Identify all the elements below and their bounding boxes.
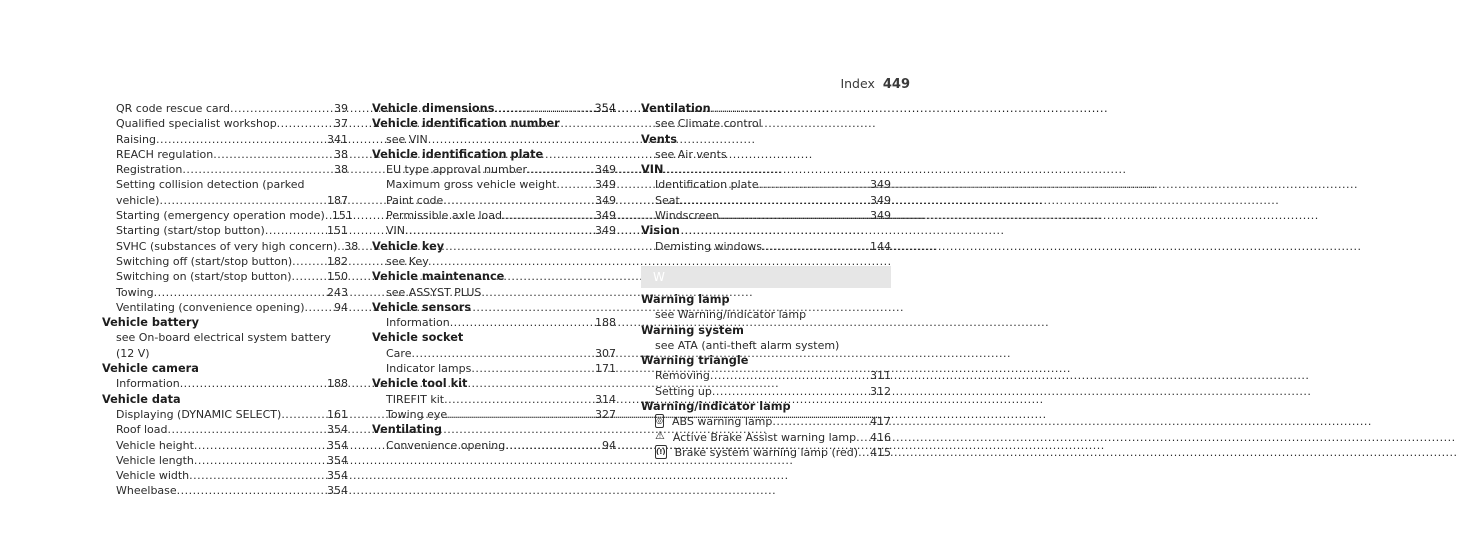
index-heading-text: Vehicle identification number <box>372 117 560 131</box>
index-subentry-text: Switching off (start/stop button) <box>116 254 293 268</box>
index-subentry-text: Care <box>386 346 412 360</box>
leader-dots <box>527 162 592 177</box>
index-subentry-text: EU type approval number <box>386 163 528 177</box>
page-ref: 151 <box>331 209 353 223</box>
index-subentry-text: TIREFIT kit <box>386 392 445 406</box>
index-subentry-text: Seat <box>655 193 680 207</box>
leader-dots <box>281 407 324 422</box>
index-subentry-text: Towing eye <box>386 407 448 421</box>
index-subentry-text: Vehicle length <box>116 453 194 467</box>
leader-dots <box>772 414 867 429</box>
index-subentry[interactable] <box>372 407 616 422</box>
index-subentry-text: see Climate control <box>655 117 762 131</box>
index-heading-text: Vehicle socket <box>372 331 464 345</box>
index-column-2 <box>372 101 616 453</box>
leader-dots <box>230 101 331 116</box>
page-ref: 341 <box>327 132 348 146</box>
page-ref: 354 <box>327 438 348 452</box>
index-subentry[interactable] <box>102 269 348 284</box>
leader-dots <box>758 177 867 192</box>
leader-dots <box>411 346 592 361</box>
leader-dots <box>858 445 867 460</box>
leader-dots <box>444 392 592 407</box>
leader-dots <box>194 438 324 453</box>
index-subentry-text: Registration <box>116 163 183 177</box>
index-heading[interactable] <box>641 223 891 238</box>
index-subentry[interactable] <box>641 177 891 192</box>
index-subentry[interactable] <box>102 116 348 131</box>
index-subentry-text: see Air vents <box>655 147 727 161</box>
index-subentry[interactable] <box>102 147 348 162</box>
leader-dots <box>710 368 867 383</box>
index-heading-text: Warning lamp <box>641 292 730 306</box>
page-ref: 94 <box>602 438 616 452</box>
index-heading[interactable] <box>372 101 616 116</box>
page-ref: 161 <box>327 407 348 421</box>
page-ref: 327 <box>595 407 616 421</box>
index-heading[interactable] <box>641 323 891 338</box>
abs-warning-icon <box>655 414 664 428</box>
index-heading[interactable] <box>641 353 891 368</box>
index-subentry-text: Setting up <box>655 384 712 398</box>
page-ref: 94 <box>334 300 348 314</box>
leader-dots <box>213 147 331 162</box>
index-subentry-text: Vehicle height <box>116 438 194 452</box>
leader-dots <box>189 468 324 483</box>
index-heading-text: Vehicle maintenance <box>372 270 505 284</box>
leader-dots <box>450 315 592 330</box>
index-subentry[interactable] <box>372 392 616 407</box>
index-heading[interactable] <box>372 239 616 254</box>
index-subentry[interactable] <box>102 132 348 147</box>
index-subentry[interactable] <box>641 430 891 445</box>
index-subentry-text: Identification plate <box>655 178 759 192</box>
index-letter-heading: W <box>641 266 891 288</box>
index-subentry-text: Removing <box>655 369 710 383</box>
index-heading[interactable] <box>641 162 891 177</box>
index-subentry[interactable] <box>102 223 348 238</box>
index-subentry[interactable] <box>372 346 616 361</box>
leader-dots <box>856 430 867 445</box>
page-ref: 354 <box>327 484 348 498</box>
page-ref: 188 <box>327 377 348 391</box>
page-ref: 349 <box>595 178 616 192</box>
index-heading[interactable] <box>102 361 348 376</box>
index-subentry-text: Maximum gross vehicle weight <box>386 178 557 192</box>
leader-dots <box>719 208 867 223</box>
index-subentry[interactable] <box>102 101 348 116</box>
index-subentry-text: VIN <box>386 224 405 238</box>
page-ref: 37 <box>334 117 348 131</box>
index-heading[interactable] <box>102 315 348 330</box>
leader-dots <box>447 407 592 422</box>
index-subentry[interactable] <box>641 445 891 460</box>
index-subentry-text: Setting collision detection (parked <box>116 178 305 192</box>
page-ref: 39 <box>334 102 348 115</box>
index-subentry[interactable] <box>102 483 348 498</box>
index-heading-text: Vehicle dimensions <box>372 102 495 115</box>
leader-dots <box>494 101 591 116</box>
page-ref: 349 <box>595 193 616 207</box>
index-heading-text: Warning system <box>641 323 744 337</box>
index-see-reference[interactable] <box>102 177 348 192</box>
index-subentry-text: Towing <box>116 285 154 299</box>
index-subentry-text: Windscreen <box>655 209 720 223</box>
index-heading[interactable] <box>372 147 616 162</box>
page-ref: 354 <box>594 102 616 115</box>
index-subentry-text: see On-board electrical system battery (12 V) <box>116 331 331 360</box>
index-see-reference[interactable] <box>102 330 348 361</box>
index-subentry[interactable] <box>641 384 891 399</box>
index-subentry[interactable] <box>102 300 348 315</box>
page-ref: 187 <box>327 193 348 207</box>
page-ref: 182 <box>327 254 348 268</box>
page-ref: 38 <box>334 147 348 161</box>
index-subentry-text: Wheelbase <box>116 484 177 498</box>
index-see-reference[interactable] <box>641 147 891 162</box>
page-ref: 349 <box>870 193 891 207</box>
index-heading[interactable] <box>372 422 616 437</box>
index-column-3 <box>641 101 891 460</box>
index-heading-text: Vehicle key <box>372 239 445 253</box>
index-heading-text: VIN <box>641 163 664 177</box>
index-subentry[interactable] <box>372 315 616 330</box>
index-subentry-text: Vehicle width <box>116 469 190 483</box>
index-subentry[interactable] <box>641 414 891 429</box>
index-subentry[interactable] <box>102 285 348 300</box>
page-ref: 415 <box>870 445 891 459</box>
index-subentry-text: SVHC (substances of very high concern) <box>116 239 338 253</box>
page-ref: 417 <box>870 415 891 429</box>
index-subentry-text: Switching on (start/stop button) <box>116 270 292 284</box>
index-subentry[interactable] <box>641 368 891 383</box>
index-heading-text: Vehicle data <box>102 392 181 406</box>
index-subentry-text: Roof load <box>116 423 168 437</box>
index-heading-text: Vehicle tool kit <box>372 377 468 391</box>
page-ref: 188 <box>595 316 616 330</box>
leader-dots <box>762 239 867 254</box>
page-ref: 151 <box>327 224 348 238</box>
index-heading[interactable] <box>102 392 348 407</box>
page-ref: 311 <box>870 369 891 383</box>
index-subentry-text: Ventilating (convenience opening) <box>116 300 305 314</box>
leader-dots <box>168 422 325 437</box>
index-subentry[interactable] <box>372 223 616 238</box>
index-subentry[interactable] <box>102 208 353 223</box>
index-subentry[interactable] <box>102 239 359 254</box>
page-ref: 144 <box>870 239 891 253</box>
index-subentry[interactable] <box>372 177 616 192</box>
index-subentry[interactable] <box>641 193 891 208</box>
index-see-reference[interactable] <box>641 116 891 131</box>
index-subentry[interactable] <box>641 239 891 254</box>
index-subentry[interactable] <box>641 208 891 223</box>
leader-dots <box>305 300 331 315</box>
index-subentry-text: Active Brake Assist warning lamp <box>672 430 857 444</box>
leader-dots <box>405 223 592 238</box>
leader-dots <box>471 361 592 376</box>
leader-dots <box>177 483 324 498</box>
page-ref: 38 <box>334 163 348 177</box>
page-ref: 354 <box>327 453 348 467</box>
index-subentry-text: Qualified specialist workshop <box>116 117 277 131</box>
index-heading-text: Vehicle camera <box>102 362 199 376</box>
page-header <box>840 76 910 92</box>
leader-dots <box>712 384 867 399</box>
index-heading[interactable] <box>641 292 891 307</box>
leader-dots <box>292 254 324 269</box>
page-ref: 150 <box>327 270 348 284</box>
index-heading[interactable] <box>372 300 616 315</box>
index-see-reference[interactable] <box>372 254 616 269</box>
index-subentry[interactable] <box>372 208 616 223</box>
index-heading-text: Ventilation <box>641 102 711 115</box>
leader-dots <box>159 193 324 208</box>
index-column-1 <box>102 101 359 499</box>
index-subentry-text: vehicle) <box>116 193 160 207</box>
index-subentry[interactable] <box>372 162 616 177</box>
index-heading[interactable] <box>641 399 891 414</box>
index-heading[interactable] <box>641 101 891 116</box>
leader-dots <box>182 162 331 177</box>
leader-dots <box>194 453 324 468</box>
index-subentry-text: see ASSYST PLUS <box>386 285 482 299</box>
index-see-reference[interactable] <box>641 338 891 353</box>
page-ref: 314 <box>595 392 616 406</box>
index-heading-text: Warning/indicator lamp <box>641 400 791 414</box>
index-heading-text: Vehicle sensors <box>372 300 472 314</box>
index-subentry-text: Starting (emergency operation mode) <box>116 209 325 223</box>
page-ref: 349 <box>595 224 616 238</box>
index-subentry[interactable] <box>102 438 348 453</box>
page-ref: 243 <box>327 285 348 299</box>
brake-system-warning-icon <box>655 445 667 459</box>
page-ref: 38 <box>344 239 359 253</box>
index-heading[interactable] <box>372 269 616 284</box>
index-subentry-text: Raising <box>116 132 156 146</box>
page-ref: 312 <box>870 384 891 398</box>
index-subentry-text: Indicator lamps <box>386 362 472 376</box>
page-ref: 354 <box>327 423 348 437</box>
index-subentry-text: Permissible axle load <box>386 209 503 223</box>
page-ref: 349 <box>595 163 616 177</box>
page-ref: 416 <box>870 430 891 444</box>
page-ref: 354 <box>327 469 348 483</box>
index-subentry-text: Paint code <box>386 193 444 207</box>
leader-dots <box>180 376 324 391</box>
leader-dots <box>443 193 592 208</box>
index-subentry[interactable] <box>102 407 348 422</box>
index-subentry-text: see Warning/indicator lamp <box>655 308 807 322</box>
index-subentry-text: see ATA (anti-theft alarm system) <box>655 338 840 352</box>
index-subentry[interactable] <box>102 193 348 208</box>
page-number: 449 <box>882 77 910 92</box>
leader-dots <box>156 132 324 147</box>
index-subentry[interactable] <box>372 193 616 208</box>
index-subentry-text: see VIN <box>386 132 428 146</box>
index-subentry-text: Brake system warning lamp (red) <box>674 445 859 459</box>
leader-dots <box>505 438 599 453</box>
index-subentry[interactable] <box>102 453 348 468</box>
index-heading[interactable] <box>372 116 616 131</box>
index-subentry-text: Convenience opening <box>386 438 506 452</box>
index-see-reference[interactable] <box>372 285 616 300</box>
index-heading-text: Warning triangle <box>641 354 749 368</box>
index-heading-text: Vents <box>641 132 677 146</box>
page-ref: 307 <box>595 346 616 360</box>
index-subentry-text: QR code rescue card <box>116 102 230 115</box>
index-subentry[interactable] <box>372 438 616 453</box>
index-see-reference[interactable] <box>641 307 891 322</box>
leader-dots <box>277 116 331 131</box>
page-ref: 349 <box>870 209 891 223</box>
index-heading-text: Ventilating <box>372 423 442 437</box>
index-subentry-text: Displaying (DYNAMIC SELECT) <box>116 407 282 421</box>
index-heading[interactable] <box>372 330 616 345</box>
leader-dots <box>680 193 867 208</box>
index-heading-text: Vision <box>641 224 680 238</box>
index-subentry[interactable] <box>102 468 348 483</box>
index-see-reference[interactable] <box>372 132 616 147</box>
index-heading-text: Vehicle identification plate <box>372 147 544 161</box>
page-ref: 349 <box>595 209 616 223</box>
leader-dots <box>265 223 324 238</box>
leader-dots <box>154 285 324 300</box>
leader-dots <box>502 208 592 223</box>
index-subentry[interactable] <box>102 162 348 177</box>
index-subentry-text: Starting (start/stop button) <box>116 224 265 238</box>
index-heading[interactable] <box>372 376 616 391</box>
brake-assist-warning-icon <box>655 430 665 442</box>
index-subentry[interactable] <box>102 376 348 391</box>
index-subentry[interactable] <box>102 254 348 269</box>
page-ref: 171 <box>595 362 616 376</box>
leader-dots <box>556 177 592 192</box>
index-subentry[interactable] <box>372 361 616 376</box>
index-subentry-text: Information <box>116 377 180 391</box>
section-label: Index <box>840 76 875 91</box>
index-heading-text: Vehicle battery <box>102 316 199 330</box>
index-subentry[interactable] <box>102 422 348 437</box>
index-subentry-text: see Key <box>386 254 429 268</box>
page-ref: 349 <box>870 178 891 192</box>
index-heading[interactable] <box>641 132 891 147</box>
index-subentry-text: Demisting windows <box>655 239 763 253</box>
index-subentry-text: Information <box>386 316 450 330</box>
leader-dots <box>292 269 324 284</box>
index-subentry-text: ABS warning lamp <box>671 415 773 429</box>
index-subentry-text: REACH regulation <box>116 147 214 161</box>
